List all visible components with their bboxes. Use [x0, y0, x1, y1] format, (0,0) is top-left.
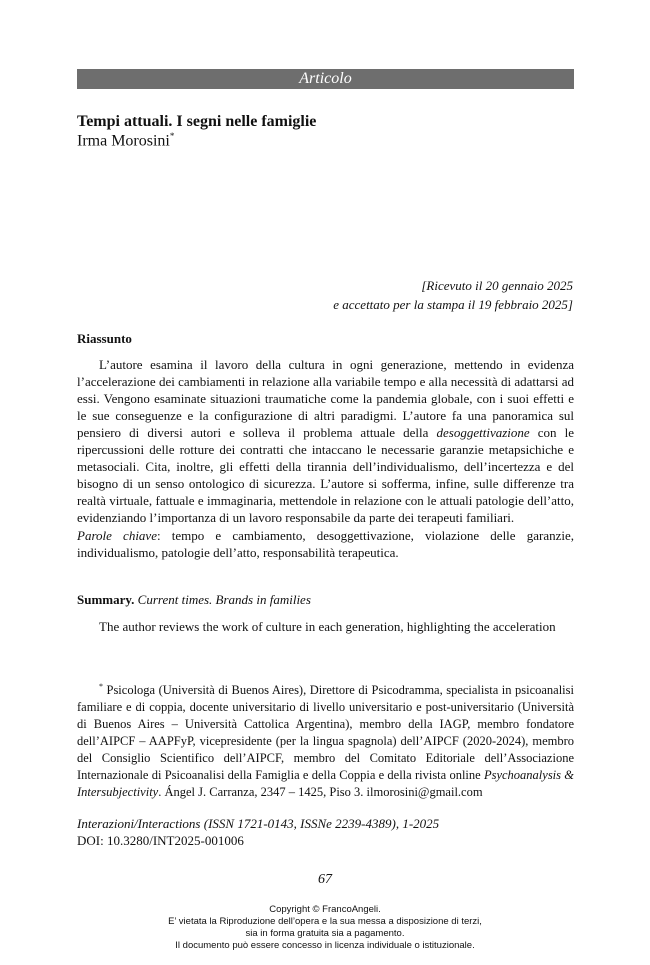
footnote-text-part1: Psicologa (Università di Buenos Aires), Direttore di Psicodramma, specialista in psicoanalisi familiare e di coppia, docente universitario di livello universitario e post-universitario (Università di Buenos Aires – Università Cattolica Argentina), membro della IAGP, membro fondatore dell’AIPCF – AAPFyP, vicepresidente (per la lingua spagnola) dell’AIPCF (2020-2024), membro del Consiglio Scientifico dell’AIPCF, membro del Comitato Editoriale dell’Associazione Internazionale di Psicoanalisi della Famiglia e della Coppia e della rivista online	[77, 683, 574, 783]
copyright-line-2: E’ vietata la Riproduzione dell’opera e la sua messa a disposizione di terzi,	[168, 916, 482, 927]
abstract-text-part2: con le ripercussioni delle rotture dei contratti che intaccano le necessarie garanzie metapsichiche e metasociali. Cita, inoltre, gli effetti della tirannia dell’individualismo, dell’incertezza e del bisogno di un senso ontologico di sicurezza. L’autore si sofferma, infine, sulle differenze tra realtà virtuale, fattuale e immaginaria, mettendole in relazione con le attuali patologie dell’atto, evidenziando l’importanza di un lavoro responsabile da parte dei terapeuti familiari.	[77, 425, 574, 525]
section-label: Articolo	[299, 70, 352, 87]
copyright-line-3: sia in forma gratuita sia a pagamento.	[245, 928, 405, 939]
summary-text: The author reviews the work of culture in each generation, highlighting the acceleration	[99, 619, 556, 634]
keywords	[77, 527, 574, 561]
summary-label: Summary.	[77, 592, 135, 607]
received-date: [Ricevuto il 20 gennaio 2025	[421, 278, 573, 293]
keywords-text: : tempo e cambiamento, desoggettivazione, violazione delle garanzie, individualismo, patologie dell’atto, responsabilità terapeutica.	[77, 528, 574, 560]
abstract-text-part1: L’autore esamina il lavoro della cultura in ogni generazione, mettendo in evidenza l’accelerazione dei cambiamenti in relazione alla variabile tempo e alla necessità di adattarsi ad essi. Vengono esaminate situazioni traumatiche come la pandemia globale, con i suoi effetti e le sue conseguenze e la configurazione di altri paradigmi. L’autore fa una panoramica sul pensiero di diversi autori e solleva il problema attuale della	[77, 357, 574, 440]
article-author	[77, 131, 174, 150]
footnote-journal-name: Psychoanalysis & Intersubjectivity	[77, 768, 574, 800]
doi-line: DOI: 10.3280/INT2025-001006	[77, 833, 244, 848]
keywords-label: Parole chiave	[77, 528, 157, 543]
journal-citation: Interazioni/Interactions (ISSN 1721-0143, ISSNe 2239-4389), 1-2025	[77, 816, 440, 831]
abstract-heading: Riassunto	[77, 331, 132, 346]
page-number: 67	[318, 872, 332, 887]
summary-body	[77, 618, 574, 635]
copyright-line-4: Il documento può essere concesso in licenza individuale o istituzionale.	[175, 940, 475, 951]
abstract-body	[77, 356, 574, 526]
copyright-notice	[0, 904, 650, 952]
copyright-line-1: Copyright © FrancoAngeli.	[269, 904, 381, 915]
summary-title: Current times. Brands in families	[137, 592, 311, 607]
author-footnote-mark: *	[169, 131, 175, 141]
footnote-mark: *	[99, 682, 103, 691]
author-name: Irma Morosini	[77, 132, 170, 150]
author-footnote	[77, 678, 574, 801]
summary-heading	[77, 592, 311, 608]
accepted-date: e accettato per la stampa il 19 febbraio 2025]	[333, 297, 573, 312]
section-banner	[77, 69, 574, 89]
article-title: Tempi attuali. I segni nelle famiglie	[77, 113, 317, 130]
abstract-emphasis: desoggettivazione	[436, 425, 530, 440]
footnote-text-part2: . Ángel J. Carranza, 2347 – 1425, Piso 3. ilmorosini@gmail.com	[158, 785, 483, 800]
